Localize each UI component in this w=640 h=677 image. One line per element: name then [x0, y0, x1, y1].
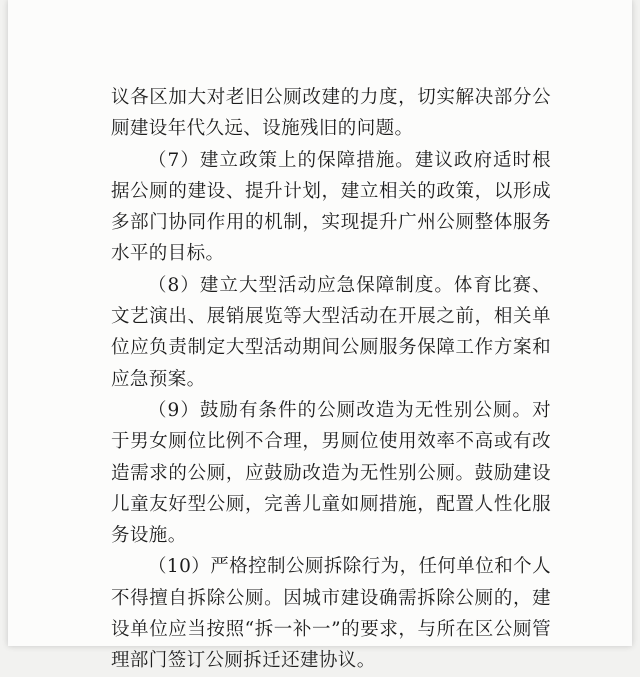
paragraph-item-9: （9）鼓励有条件的公厕改造为无性别公厕。对于男女厕位比例不合理，男厕位使用效率不高或有改造需求的公厕，应鼓励改造为无性别公厕。鼓励建设儿童友好型公厕，完善儿童如厕措施，配置人性化服务设施。: [111, 399, 551, 547]
paragraph-continuation: 议各区加大对老旧公厕改建的力度，切实解决部分公厕建设年代久远、设施残旧的问题。: [111, 87, 551, 140]
paragraph-item-8: （8）建立大型活动应急保障制度。体育比赛、文艺演出、展销展览等大型活动在开展之前，相关单位应负责制定大型活动期间公厕服务保障工作方案和应急预案。: [111, 274, 551, 390]
document-body: [111, 82, 551, 677]
paragraph-item-10: （10）严格控制公厕拆除行为，任何单位和个人不得擅自拆除公厕。因城市建设确需拆除公厕的，建设单位应当按照“拆一补一”的要求，与所在区公厕管理部门签订公厕拆迁还建协议。: [111, 556, 551, 672]
paragraph-item-7: （7）建立政策上的保障措施。建议政府适时根据公厕的建设、提升计划，建立相关的政策，以形成多部门协同作用的机制，实现提升广州公厕整体服务水平的目标。: [111, 149, 551, 265]
document-page: [8, 0, 632, 672]
